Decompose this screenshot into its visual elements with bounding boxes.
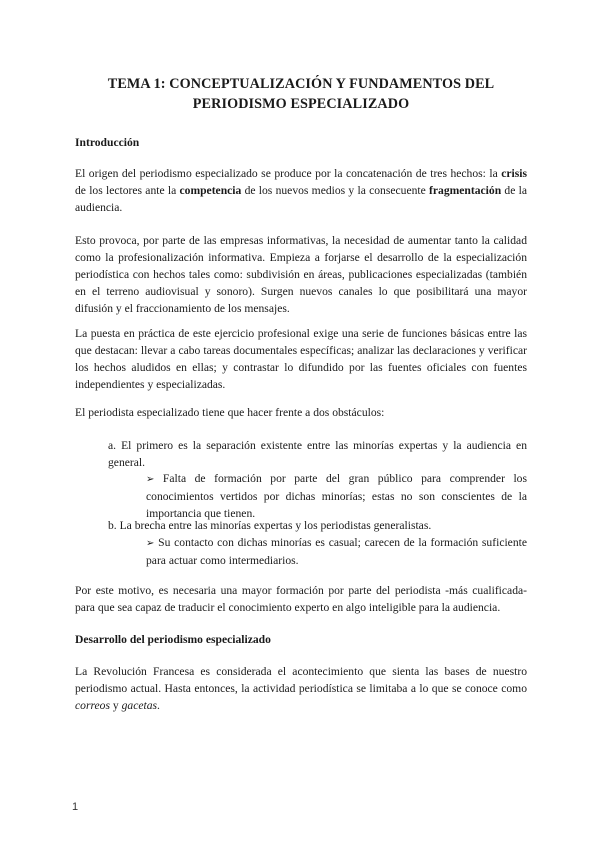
intro-heading: Introducción: [75, 136, 140, 149]
page-title: [75, 74, 527, 114]
text-run: de la audiencia.: [75, 184, 527, 214]
arrow-bullet-icon: ➢: [146, 538, 155, 549]
intro-paragraph-2: Esto provoca, por parte de las empresas informativas, la necesidad de aumentar tanto la calidad como la profesionalización informativa. Empieza a forjarse el desarrollo de la especialización periodística con hechos tales como: subdivisión en áreas, publicaciones especializadas (también en el terreno audiovisual y sonoro). Surgen nuevos canales lo que posibilitará una mayor difusión y el fraccionamiento de los mensajes.: [75, 234, 527, 315]
intro-paragraph-1: [75, 165, 527, 216]
text-run: El origen del periodismo especializado se produce por la concatenación de tres hechos: la: [75, 167, 502, 180]
bold-crisis: crisis: [501, 167, 527, 180]
list-item-b: b. La brecha entre las minorías expertas y los periodistas generalistas.: [108, 519, 432, 532]
arrow-bullet-icon: ➢: [146, 474, 155, 485]
development-heading: Desarrollo del periodismo especializado: [75, 633, 271, 646]
obstacles-intro: El periodista especializado tiene que hacer frente a dos obstáculos:: [75, 406, 385, 419]
text-run: La Revolución Francesa es considerada el acontecimiento que sienta las bases de nuestro periodismo actual. Hasta entonces, la actividad periodística se limitaba a lo que se conoce como: [75, 665, 527, 695]
sub-item-b-text: Su contacto con dichas minorías es casual; carecen de la formación suficiente para actuar como intermediarios.: [146, 536, 527, 567]
title-line-1: TEMA 1: CONCEPTUALIZACIÓN Y FUNDAMENTOS DEL: [107, 76, 495, 92]
sub-item-b: [146, 534, 527, 569]
sub-item-a: [146, 470, 527, 522]
title-line-2: PERIODISMO ESPECIALIZADO: [192, 96, 410, 112]
list-item-a: a. El primero es la separación existente entre las minorías expertas y la audiencia en general.: [108, 439, 527, 469]
text-run: .: [157, 699, 160, 712]
bold-fragmentacion: fragmentación: [429, 184, 502, 197]
bold-competencia: competencia: [179, 184, 242, 197]
italic-gacetas: gacetas: [121, 699, 158, 712]
italic-correos: correos: [75, 699, 110, 712]
intro-paragraph-3: La puesta en práctica de este ejercicio profesional exige una serie de funciones básicas entre las que destacan: llevar a cabo tareas documentales específicas; analizar las declaraciones y verificar los hechos aludidos en ellas; y contrastar lo difundido por las fuentes oficiales con fuentes independientes y especializadas.: [75, 327, 527, 391]
conclusion-paragraph: Por este motivo, es necesaria una mayor formación por parte del periodista -más cualificada- para que sea capaz de traducir el conocimiento experto en algo inteligible para la audiencia.: [75, 584, 527, 614]
development-paragraph-1: [75, 663, 527, 714]
text-run: y: [110, 699, 122, 712]
text-run: de los lectores ante la: [75, 184, 180, 197]
text-run: de los nuevos medios y la consecuente: [241, 184, 430, 197]
page-number: 1: [72, 801, 79, 813]
sub-item-a-text: Falta de formación por parte del gran público para comprender los conocimientos vertidos por dichas minorías; estas no son conscientes de la importancia que tienen.: [146, 472, 527, 520]
